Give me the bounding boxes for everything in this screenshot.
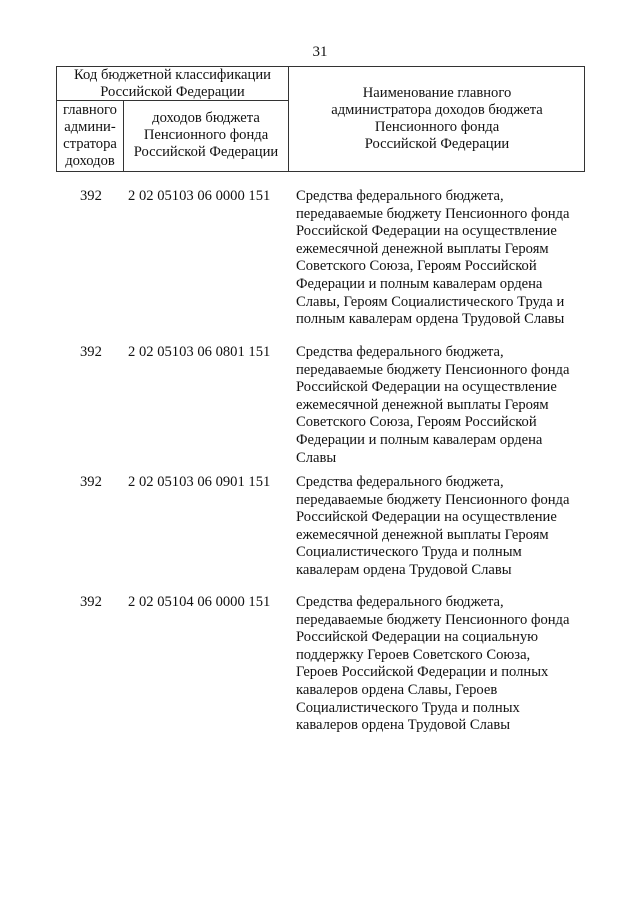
description (296, 594, 569, 735)
description-line: Федерации и полным кавалерам ордена (296, 275, 543, 292)
header-line: Российской Федерации (100, 84, 245, 100)
description (296, 344, 569, 467)
description-line: Средства федерального бюджета, (296, 344, 504, 360)
description-line: ежемесячной денежной выплаты Героям (296, 396, 549, 413)
description-line: Средства федерального бюджета, (296, 188, 504, 204)
header-line: главного (63, 102, 117, 118)
description-line: Российской Федерации на осуществление (296, 223, 557, 240)
admin-code: 392 (80, 344, 102, 360)
header-line: стратора (63, 136, 117, 152)
header-line: Российской Федерации (364, 136, 510, 152)
header-line: Пенсионного фонда (143, 127, 269, 143)
description (296, 188, 569, 329)
description-line: Славы (296, 449, 337, 466)
description-line: поддержку Героев Советского Союза, (296, 646, 531, 663)
description (296, 474, 569, 580)
header-line: доходов бюджета (152, 110, 260, 126)
description-line: Российской Федерации на осуществление (296, 509, 557, 526)
description-line: ежемесячной денежной выплаты Героям (296, 240, 549, 257)
header-group (57, 67, 288, 101)
description-line: передаваемые бюджету Пенсионного фонда (296, 205, 570, 222)
header-line: Код бюджетной классификации (74, 67, 271, 83)
admin-code: 392 (80, 474, 102, 490)
description-line: Российской Федерации на социальную (296, 629, 539, 646)
description-line: передаваемые бюджету Пенсионного фонда (296, 361, 570, 378)
page-number: 31 (312, 44, 328, 60)
admin-code: 392 (80, 188, 102, 204)
description-line: Героев Российской Федерации и полных (296, 664, 549, 681)
description-line: полным кавалерам ордена Трудовой Славы (296, 311, 565, 328)
header-line: Российской Федерации (133, 144, 279, 160)
header-line: Наименование главного (362, 85, 512, 101)
description-line: кавалеров ордена Славы, Героев (296, 681, 498, 698)
description-line: кавалеров ордена Трудовой Славы (296, 717, 511, 734)
header-line: админи- (64, 119, 116, 135)
description-line: передаваемые бюджету Пенсионного фонда (296, 611, 570, 628)
description-line: Советского Союза, Героям Российской (296, 414, 537, 431)
table-header (56, 66, 585, 172)
header-line: доходов (65, 153, 115, 169)
description-line: Средства федерального бюджета, (296, 474, 504, 490)
description-line: Российской Федерации на осуществление (296, 379, 557, 396)
header-col-name (289, 85, 585, 153)
header-col-income (124, 110, 288, 161)
header-line: администратора доходов бюджета (331, 102, 543, 118)
budget-code: 2 02 05103 06 0801 151 (128, 344, 271, 360)
header-col-admin (57, 102, 123, 170)
description-line: Социалистического Труда и полным (296, 544, 522, 561)
description-line: ежемесячной денежной выплаты Героям (296, 526, 549, 543)
header-line: Пенсионного фонда (374, 119, 500, 135)
description-line: кавалерам ордена Трудовой Славы (296, 561, 512, 578)
admin-code: 392 (80, 594, 102, 610)
budget-code: 2 02 05103 06 0000 151 (128, 188, 271, 204)
description-line: Социалистического Труда и полных (296, 699, 520, 716)
description-line: Советского Союза, Героям Российской (296, 258, 537, 275)
description-line: передаваемые бюджету Пенсионного фонда (296, 491, 570, 508)
budget-code: 2 02 05103 06 0901 151 (128, 474, 271, 490)
budget-code: 2 02 05104 06 0000 151 (128, 594, 271, 610)
description-line: Федерации и полным кавалерам ордена (296, 431, 543, 448)
description-line: Средства федерального бюджета, (296, 594, 504, 610)
description-line: Славы, Героям Социалистического Труда и (296, 293, 565, 310)
